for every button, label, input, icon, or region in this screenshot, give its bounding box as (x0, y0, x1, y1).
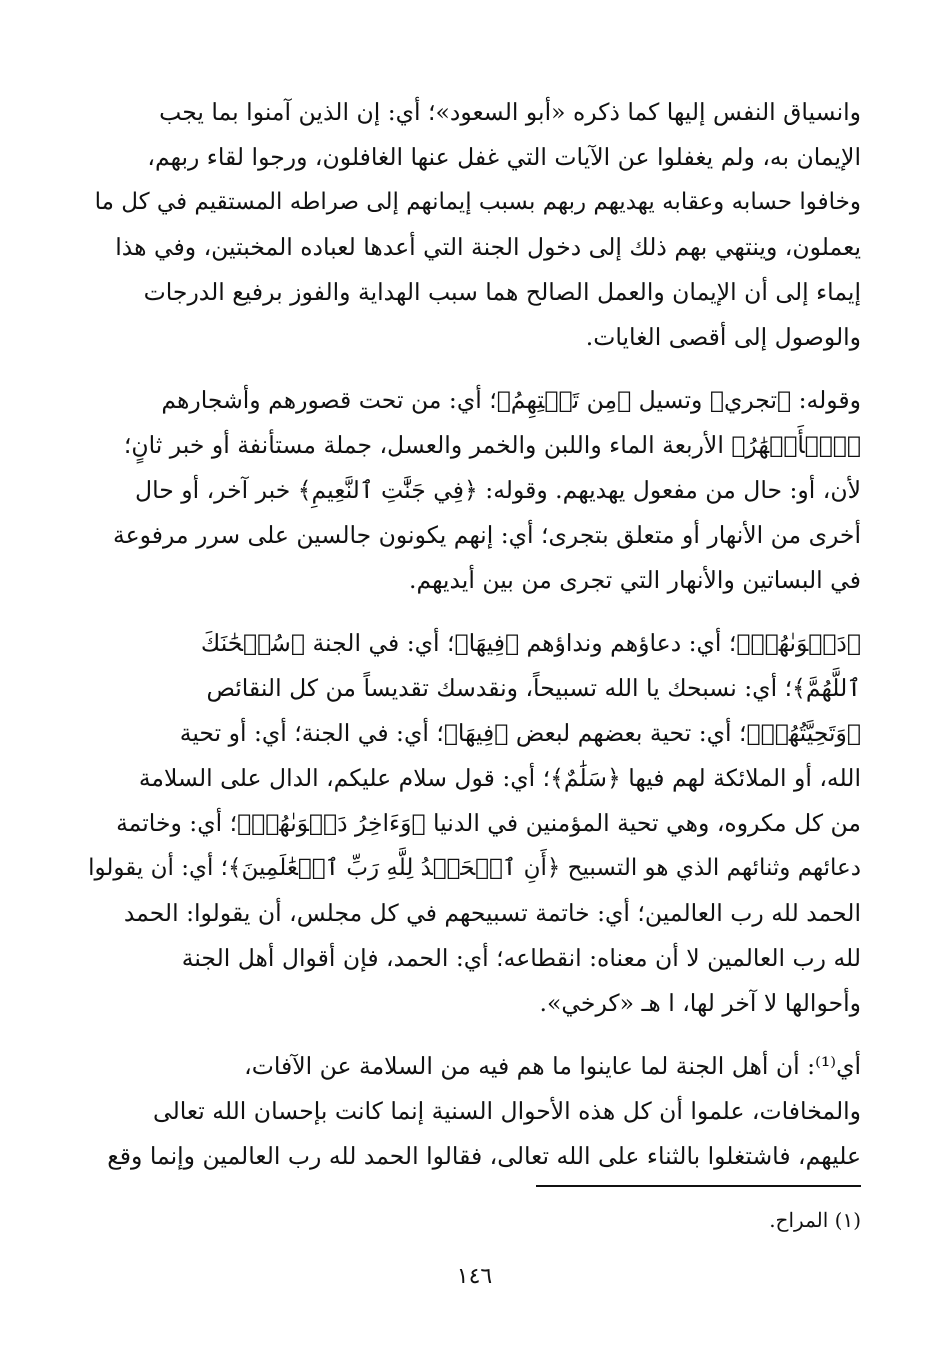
text-line: من كل مكروه، وهي تحية المؤمنين في الدنيا ﴿وَءَاخِرُ دَعۡوَىٰهُمۡ﴾؛ أي: وخاتمة (116, 809, 861, 837)
footnote: (١) المراح. (769, 1208, 861, 1232)
text-line: وخافوا حسابه وعقابه يهديهم ربهم بسبب إيمانهم إلى صراطه المستقيم في كل ما (94, 189, 861, 215)
text-line: أي⁽¹⁾: أن أهل الجنة لما عاينوا ما هم فيه من السلامة عن الآفات، (244, 1052, 861, 1080)
paragraph-1 (88, 90, 861, 360)
text-line: ﴿ٱلۡأَنۡهَٰرُ﴾ الأربعة الماء واللبن والخمر والعسل، جملة مستأنفة أو خبر ثانٍ؛ (123, 431, 861, 459)
text-line: وقوله: ﴿تجري﴾ وتسيل ﴿مِن تَحۡتِهِمُ﴾؛ أي: من تحت قصورهم وأشجارهم (161, 386, 861, 414)
text-line: أخرى من الأنهار أو متعلق بتجرى؛ أي: إنهم يكونون جالسين على سرر مرفوعة (113, 521, 861, 549)
page-number: ١٤٦ (456, 1264, 493, 1289)
text-line: ﴿وَتَحِيَّتُهُمۡ﴾؛ أي: تحية بعضهم لبعض ﴿فِيهَا﴾؛ أي: في الجنة؛ أي: أو تحية (179, 719, 861, 747)
text-line: في البساتين والأنهار التي تجرى من بين أيديهم. (408, 566, 861, 594)
text-line: والمخافات، علموا أن كل هذه الأحوال السنية إنما كانت بإحسان الله تعالى (153, 1097, 861, 1125)
text-line: ﴿دَعۡوَىٰهُمۡ﴾؛ أي: دعاؤهم ونداؤهم ﴿فِيهَا﴾؛ أي: في الجنة ﴿سُبۡحَٰنَكَ (200, 629, 861, 657)
text-line: لله رب العالمين لا أن معناه: انقطاعه؛ أي: الحمد، فإن أقوال أهل الجنة (181, 944, 861, 972)
footnote-divider (536, 1185, 861, 1187)
text-line: يعملون، وينتهي بهم ذلك إلى دخول الجنة التي أعدها لعباده المخبتين، وفي هذا (115, 233, 861, 261)
text-line: وانسياق النفس إليها كما ذكره «أبو السعود»؛ أي: إن الذين آمنوا بما يجب (159, 98, 861, 126)
text-line: وأحوالها لا آخر لها، ا هـ «كرخي». (539, 989, 861, 1017)
text-line: دعائهم وثنائهم الذي هو التسبيح ﴿أَنِ ٱلۡحَمۡدُ لِلَّهِ رَبِّ ٱلۡعَٰلَمِينَ﴾؛ أي: أن يقولوا (88, 855, 861, 881)
paragraph-2 (88, 378, 861, 603)
text-line: عليهم، فاشتغلوا بالثناء على الله تعالى، فقالوا الحمد لله رب العالمين وإنما وقع (107, 1142, 861, 1170)
paragraph-4 (88, 1044, 861, 1179)
text-line: الحمد لله رب العالمين؛ أي: خاتمة تسبيحهم في كل مجلس، أن يقولوا: الحمد (123, 899, 861, 927)
text-line: والوصول إلى أقصى الغايات. (585, 323, 861, 351)
text-line: الإيمان به، ولم يغفلوا عن الآيات التي غفل عنها الغافلون، ورجوا لقاء ربهم، (147, 143, 861, 171)
text-line: ٱللَّهُمَّ﴾؛ أي: نسبحك يا الله تسبيحاً، ونقدسك تقديساً من كل النقائص (206, 674, 861, 702)
text-line: لأن، أو: حال من مفعول يهديهم. وقوله: ﴿فِي جَنَّٰتِ ٱلنَّعِيمِ﴾ خبر آخر، أو حال (135, 476, 861, 504)
paragraph-3 (88, 621, 861, 1026)
text-line: إيماء إلى أن الإيمان والعمل الصالح هما سبب الهداية والفوز برفيع الدرجات (143, 278, 861, 306)
text-line: الله، أو الملائكة لهم فيها ﴿سَلَٰمٌ﴾؛ أي: قول سلام عليكم، الدال على السلامة (138, 764, 861, 792)
